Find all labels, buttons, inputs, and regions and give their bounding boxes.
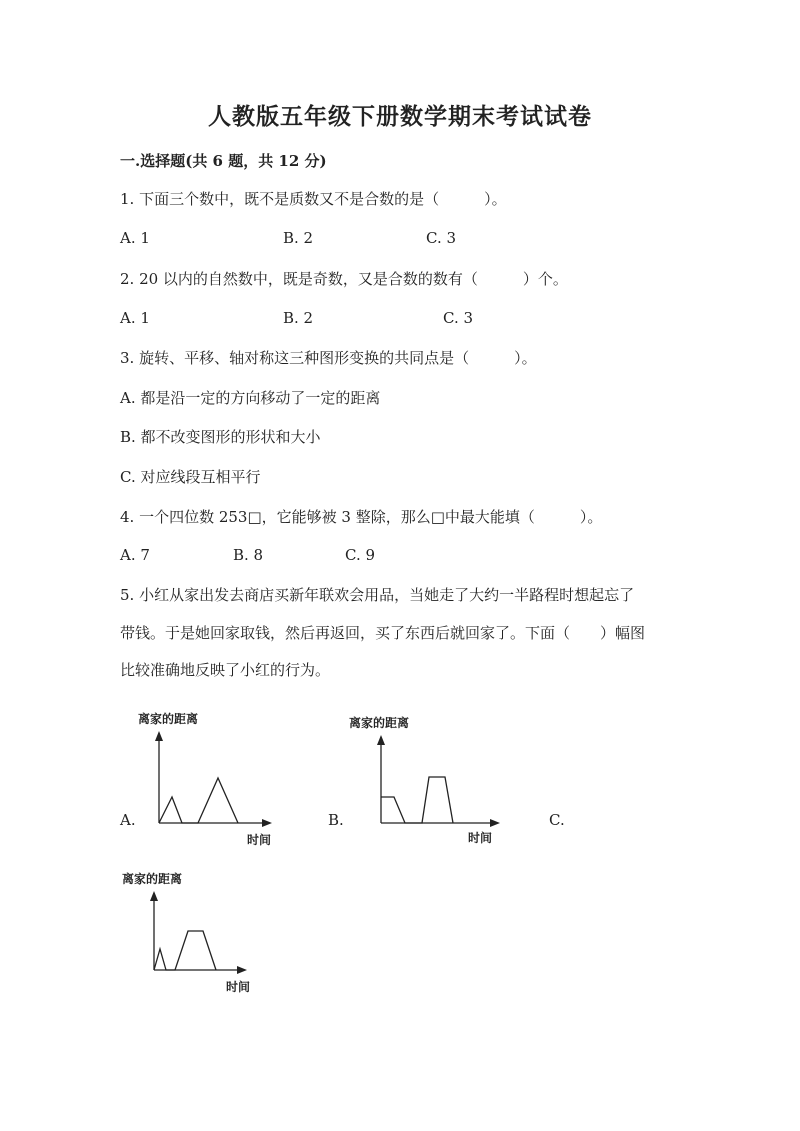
question-3-stem: 3. 旋转、平移、轴对称这三种图形变换的共同点是（ ）。 xyxy=(120,349,537,367)
graph-c-xlabel: 时间 xyxy=(226,980,251,994)
graph-a-line xyxy=(159,778,238,823)
graph-b-y-arrow xyxy=(377,735,385,745)
graph-c-x-arrow xyxy=(237,966,247,974)
graph-b xyxy=(347,705,527,855)
graph-c xyxy=(118,865,298,1000)
question-3-option-b: B. 都不改变图形的形状和大小 xyxy=(120,428,321,446)
graph-c-y-arrow xyxy=(150,891,158,901)
question-2-stem: 2. 20 以内的自然数中，既是奇数，又是合数的数有（ ）个。 xyxy=(120,270,568,288)
question-5-stem-line-3: 比较准确地反映了小红的行为。 xyxy=(120,661,331,679)
question-5-option-c: C. xyxy=(549,811,565,829)
section-heading: 一.选择题(共 6 题，共 12 分) xyxy=(120,152,327,170)
question-5-option-a: A. xyxy=(120,811,136,829)
graph-a-y-arrow xyxy=(155,731,163,741)
question-1-option-c: C. 3 xyxy=(426,229,457,247)
question-4-option-a: A. 7 xyxy=(120,546,150,564)
question-1-option-a: A. 1 xyxy=(120,229,150,247)
question-4-stem: 4. 一个四位数 253□，它能够被 3 整除，那么□中最大能填（ ）。 xyxy=(120,508,603,526)
question-2-option-c: C. 3 xyxy=(443,309,474,327)
graph-b-xlabel: 时间 xyxy=(468,831,493,845)
question-5-stem-line-1: 5. 小红从家出发去商店买新年联欢会用品，当她走了大约一半路程时想起忘了 xyxy=(120,586,635,604)
question-4-option-b: B. 8 xyxy=(233,546,264,564)
page-title: 人教版五年级下册数学期末考试试卷 xyxy=(208,103,592,130)
graph-b-x-arrow xyxy=(490,819,500,827)
question-1-option-b: B. 2 xyxy=(283,229,314,247)
question-4-option-c: C. 9 xyxy=(345,546,376,564)
graph-a xyxy=(130,705,310,855)
question-5-option-b: B. xyxy=(328,811,344,829)
question-3-option-a: A. 都是沿一定的方向移动了一定的距离 xyxy=(120,389,381,407)
graph-a-xlabel: 时间 xyxy=(247,833,272,847)
graph-b-line xyxy=(381,777,453,823)
graph-c-ylabel: 离家的距离 xyxy=(122,872,183,886)
graph-a-ylabel: 离家的距离 xyxy=(138,712,199,726)
question-2-option-b: B. 2 xyxy=(283,309,314,327)
graph-c-line xyxy=(154,931,216,970)
question-5-stem-line-2: 带钱。于是她回家取钱，然后再返回，买了东西后就回家了。下面（ ）幅图 xyxy=(120,624,646,642)
question-2-option-a: A. 1 xyxy=(120,309,150,327)
question-3-option-c: C. 对应线段互相平行 xyxy=(120,468,261,486)
graph-b-ylabel: 离家的距离 xyxy=(349,716,410,730)
graph-a-x-arrow xyxy=(262,819,272,827)
question-1-stem: 1. 下面三个数中，既不是质数又不是合数的是（ ）。 xyxy=(120,190,507,208)
